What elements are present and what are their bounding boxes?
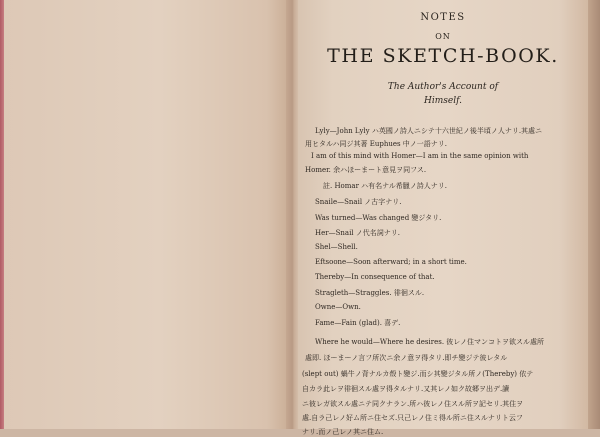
note-line: 處.自ラ己レノ好ム所ニ住セズ.只己レノ住ミ得ル所ニ住スルナリト云フ bbox=[302, 414, 523, 422]
note-line: Was turned—Was changed 變ジタリ. bbox=[315, 214, 442, 222]
note-line: 註. Homar ハ有名ナル希臘ノ詩人ナリ. bbox=[323, 182, 448, 190]
note-line: 用ヒタルハ同ジ其著 Euphues 中ノ一語ナリ. bbox=[305, 140, 448, 148]
note-line: Thereby—In consequence of that. bbox=[315, 273, 435, 281]
note-line: Fame—Fain (glad). 喜デ. bbox=[315, 319, 401, 327]
note-line: Lyly—John Lyly ハ英國ノ詩人ニシテ十六世紀ノ後半頃ノ人ナリ.其處ニ bbox=[315, 127, 543, 135]
note-line: Owne—Own. bbox=[315, 303, 361, 311]
left-page bbox=[0, 0, 290, 429]
note-line: ニ彼レガ欲スル處ニテ同クナラン.所ハ彼レノ住スル所ヲ記セリ.其住ヲ bbox=[302, 400, 524, 408]
note-line: 處即. ほーまーノ言フ所次ニ余ノ意ヲ得タリ.即チ變ジテ彼レタル bbox=[305, 354, 508, 362]
note-line: Shel—Shell. bbox=[315, 243, 358, 251]
section-subtitle: The Author's Account of bbox=[387, 82, 499, 92]
note-line: 自カラ此レヲ徘徊スル處ヲ得タルナリ.又其レノ如ク故郷ヲ出デ.讀 bbox=[302, 385, 510, 393]
note-line: (slept out) 蝸牛ノ背ナルカ殻ト變ジ.而シ其變ジタル所ノ(Thereby) 依テ bbox=[302, 370, 534, 378]
note-line: Eftsoone—Soon afterward; in a short time. bbox=[315, 258, 467, 266]
note-line: Her—Snail ノ代名詞ナリ. bbox=[315, 229, 400, 237]
right-page bbox=[298, 0, 588, 436]
note-line: ナリ.而ノ己レノ其ニ住ム. bbox=[302, 428, 384, 436]
notes-heading: NOTES bbox=[420, 12, 466, 23]
on-heading: ON bbox=[435, 32, 451, 41]
right-page-edge bbox=[588, 0, 600, 429]
page-title: THE SKETCH-BOOK. bbox=[327, 45, 559, 67]
section-subtitle-continued: Himself. bbox=[424, 96, 462, 106]
note-line: Where he would—Where he desires. 彼レノ住マンコトヲ欲スル處所 bbox=[315, 338, 545, 346]
note-line: I am of this mind with Homer—I am in the same opinion with bbox=[311, 152, 529, 160]
note-line: Snaile—Snail ノ古字ナリ. bbox=[315, 198, 402, 206]
note-line: Stragleth—Straggles. 徘徊スル. bbox=[315, 289, 425, 297]
left-page-edge bbox=[0, 0, 4, 429]
note-line: Homer. 余ハほーまート意見ヲ同フス. bbox=[305, 166, 427, 174]
